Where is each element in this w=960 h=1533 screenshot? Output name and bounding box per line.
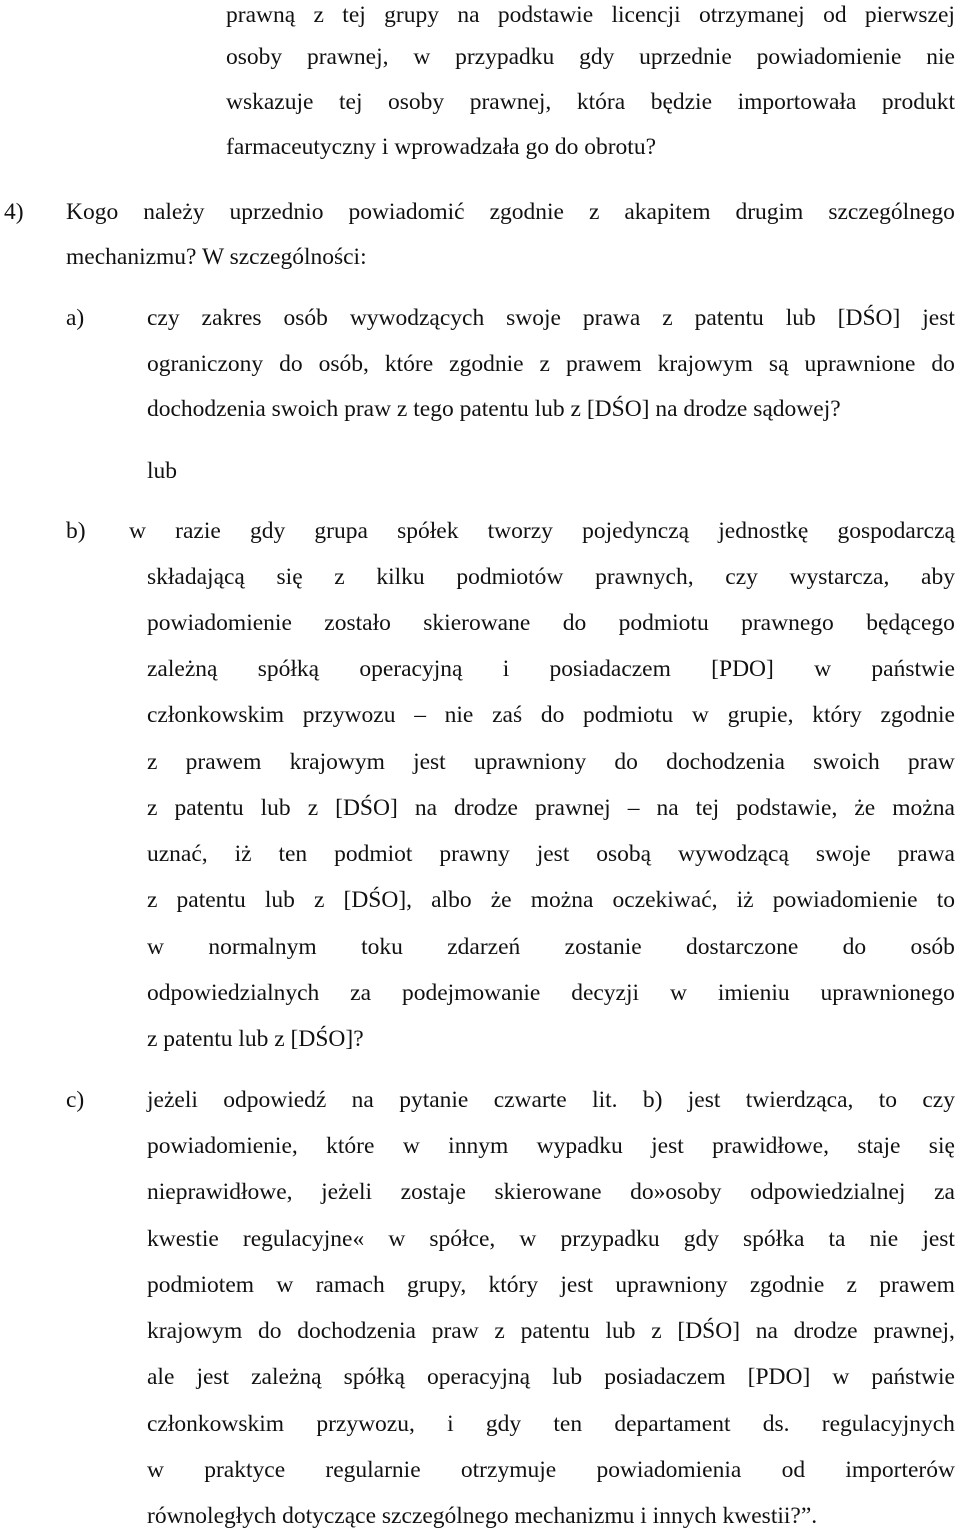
- word: podstawie,: [736, 795, 838, 821]
- word: prawidłowe,: [712, 1133, 829, 1159]
- word: z: [313, 887, 325, 913]
- word: prawa: [897, 841, 955, 867]
- word: do: [258, 1318, 282, 1344]
- word: [DŚO]: [837, 305, 901, 331]
- word: lub: [785, 305, 816, 331]
- item-marker: b): [66, 518, 86, 544]
- word: gdy: [249, 518, 286, 544]
- word: w: [519, 1226, 537, 1252]
- word: b): [642, 1087, 663, 1113]
- word: jest: [922, 1226, 955, 1252]
- word: drodze: [454, 795, 518, 821]
- word: pierwszej: [864, 2, 955, 28]
- word: zależną: [251, 1364, 322, 1390]
- word: członkowskim: [147, 702, 285, 728]
- word: powiadomienie: [756, 44, 902, 70]
- word: z: [147, 795, 158, 821]
- word: wywodzących: [349, 305, 485, 331]
- word: ramach: [315, 1272, 385, 1298]
- word: uznać,: [147, 841, 208, 867]
- item-line: [147, 1085, 955, 1115]
- question-number: 4): [4, 199, 24, 225]
- word: licencji: [611, 2, 681, 28]
- word: w: [276, 1272, 294, 1298]
- word: wywodzącą: [678, 841, 789, 867]
- word: powiadomić: [348, 199, 465, 225]
- word: departament: [614, 1411, 731, 1437]
- word: prawnych,: [595, 564, 694, 590]
- question-line: mechanizmu? W szczególności:: [66, 244, 367, 270]
- word: zostało: [324, 610, 391, 636]
- word: importerów: [845, 1457, 955, 1483]
- word: w: [832, 1364, 850, 1390]
- word: regulacyjne«: [242, 1226, 365, 1252]
- word: toku: [361, 934, 403, 960]
- word: krajowym: [657, 351, 753, 377]
- word: praw: [907, 749, 955, 775]
- word: na: [414, 795, 438, 821]
- word: przypadku: [455, 44, 555, 70]
- word: które: [384, 351, 434, 377]
- word: że: [490, 887, 512, 913]
- word: lub: [260, 795, 291, 821]
- word: spółce,: [429, 1226, 496, 1252]
- word: prawnej: [534, 795, 611, 821]
- item-line: [147, 1131, 955, 1161]
- word: osoby: [388, 89, 445, 115]
- word: na: [457, 2, 480, 28]
- word: [PDO]: [747, 1364, 811, 1390]
- word: powiadomienie: [147, 610, 292, 636]
- word: produkt: [881, 89, 955, 115]
- word: podstawie: [497, 2, 594, 28]
- word: uprawnionego: [820, 980, 955, 1006]
- word: staje: [857, 1133, 901, 1159]
- word: jest: [651, 1133, 684, 1159]
- word: podmiotu: [618, 610, 709, 636]
- word: która: [576, 89, 626, 115]
- word: i: [502, 656, 510, 682]
- word: albo: [431, 887, 472, 913]
- word: prawem: [565, 351, 642, 377]
- word: od: [781, 1457, 806, 1483]
- word: z: [846, 1272, 857, 1298]
- word: operacyjną: [359, 656, 463, 682]
- item-line: z patentu lub z [DŚO]?: [147, 1026, 364, 1052]
- word: nieprawidłowe,: [147, 1179, 293, 1205]
- word: iż: [234, 841, 252, 867]
- word: państwie: [871, 656, 955, 682]
- word: prawną: [226, 2, 296, 28]
- word: drugim: [735, 199, 804, 225]
- word: do: [279, 351, 303, 377]
- word: wskazuje: [226, 89, 314, 115]
- word: posiadaczem: [604, 1364, 726, 1390]
- word: z: [147, 749, 158, 775]
- word: podmiotów: [456, 564, 564, 590]
- word: zakres: [201, 305, 262, 331]
- word: czwarte: [493, 1087, 567, 1113]
- word: odpowiedź: [223, 1087, 327, 1113]
- word: jest: [196, 1364, 230, 1390]
- word: z: [651, 1318, 662, 1344]
- word: na: [755, 1318, 778, 1344]
- word: czy: [922, 1087, 955, 1113]
- word: dochodzenia: [297, 1318, 416, 1344]
- word: gospodarczą: [837, 518, 955, 544]
- word: prawa: [582, 305, 641, 331]
- word: twierdząca,: [745, 1087, 854, 1113]
- word: w: [147, 934, 164, 960]
- word: nie: [926, 44, 955, 70]
- word: do»osoby: [630, 1179, 722, 1205]
- word: zgodnie: [489, 199, 564, 225]
- word: pojedynczą: [582, 518, 690, 544]
- item-line: [147, 1177, 955, 1207]
- word: lub: [605, 1318, 636, 1344]
- word: w: [388, 1226, 406, 1252]
- word: się: [276, 564, 303, 590]
- word: jest: [536, 841, 570, 867]
- word: uprzednio: [229, 199, 324, 225]
- word: będącego: [866, 610, 955, 636]
- item-line: [147, 932, 955, 962]
- word: można: [892, 795, 955, 821]
- item-line: [147, 349, 955, 379]
- word: w: [669, 980, 687, 1006]
- word: z: [588, 199, 600, 225]
- word: otrzymanej: [699, 2, 805, 28]
- word: osobą: [596, 841, 652, 867]
- word: odpowiedzialnej: [750, 1179, 906, 1205]
- word: otrzymuje: [460, 1457, 557, 1483]
- word: państwie: [871, 1364, 955, 1390]
- word: podmiot: [334, 841, 413, 867]
- item-line: [147, 1362, 955, 1392]
- word: prawnej,: [469, 89, 552, 115]
- word: za: [350, 980, 372, 1006]
- word: spółką: [343, 1364, 405, 1390]
- word: uprawniony: [615, 1272, 728, 1298]
- word: do: [931, 351, 955, 377]
- word: imieniu: [717, 980, 790, 1006]
- word: nie: [444, 702, 474, 728]
- word: operacyjną: [427, 1364, 531, 1390]
- word: prawnej,: [873, 1318, 955, 1344]
- word: normalnym: [208, 934, 317, 960]
- word: ograniczony: [147, 351, 264, 377]
- item-line: [147, 303, 955, 333]
- word: pytanie: [399, 1087, 469, 1113]
- word: z: [147, 887, 158, 913]
- word: z: [334, 564, 345, 590]
- word: prawny: [439, 841, 510, 867]
- item-line: [147, 1455, 955, 1485]
- word: jest: [560, 1272, 594, 1298]
- word: decyzji: [571, 980, 640, 1006]
- word: osoby: [226, 44, 283, 70]
- word: do: [614, 749, 638, 775]
- word: są: [768, 351, 789, 377]
- word: aby: [921, 564, 955, 590]
- item-line: [147, 1224, 955, 1254]
- word: które: [326, 1133, 375, 1159]
- word: z: [662, 305, 673, 331]
- word: iż: [736, 887, 754, 913]
- item-line: [147, 608, 955, 638]
- word: lub: [264, 887, 295, 913]
- intro-line: farmaceutyczny i wprowadzała go do obrotu?: [226, 134, 656, 160]
- word: spółką: [257, 656, 320, 682]
- word: w: [814, 656, 832, 682]
- word: gdy: [579, 44, 615, 70]
- word: gdy: [683, 1226, 719, 1252]
- word: powiadomienie: [772, 887, 918, 913]
- item-line: [147, 654, 955, 684]
- word: do: [562, 610, 587, 636]
- word: zostanie: [564, 934, 642, 960]
- word: posiadaczem: [549, 656, 671, 682]
- item-line: [147, 1270, 955, 1300]
- word: podmiotu: [583, 702, 674, 728]
- word: w: [413, 44, 431, 70]
- item-line: [147, 885, 955, 915]
- word: zależną: [147, 656, 218, 682]
- word: [PDO]: [711, 656, 774, 682]
- word: prawnej,: [306, 44, 389, 70]
- word: importowała: [737, 89, 857, 115]
- word: prawem: [879, 1272, 955, 1298]
- word: zostaje: [400, 1179, 466, 1205]
- word: grupy,: [407, 1272, 467, 1298]
- word: gdy: [485, 1411, 522, 1437]
- word: przywozu: [302, 702, 396, 728]
- item-line: dochodzenia swoich praw z tego patentu lub z [DŚO] na drodze sądowej?: [147, 396, 841, 422]
- word: tej: [342, 2, 366, 28]
- word: w: [129, 518, 146, 544]
- word: patentu: [520, 1318, 590, 1344]
- word: kwestie: [147, 1226, 219, 1252]
- item-line: równoległych dotyczące szczególnego mechanizmu i innych kwestii?”.: [147, 1503, 818, 1529]
- word: powiadomienie,: [147, 1133, 298, 1159]
- word: na: [656, 795, 679, 821]
- word: skierowane: [494, 1179, 602, 1205]
- word: członkowskim: [147, 1411, 285, 1437]
- word: osób: [283, 305, 328, 331]
- intro-line: [226, 42, 955, 72]
- item-line: [147, 1316, 955, 1346]
- word: kilku: [376, 564, 425, 590]
- word: w: [402, 1133, 420, 1159]
- intro-line: [226, 87, 955, 117]
- word: dochodzenia: [666, 749, 785, 775]
- word: z: [539, 351, 550, 377]
- word: jednostkę: [718, 518, 809, 544]
- item-line: [147, 839, 955, 869]
- word: uprawniony: [473, 749, 587, 775]
- word: dostarczone: [686, 934, 799, 960]
- item-line: [147, 793, 955, 823]
- word: spółek: [397, 518, 459, 544]
- word: przypadku: [560, 1226, 660, 1252]
- item-line: [147, 700, 955, 730]
- word: który: [812, 702, 862, 728]
- word: osób,: [318, 351, 369, 377]
- word: krajowym: [147, 1318, 243, 1344]
- word: jest: [413, 749, 446, 775]
- word: to: [936, 887, 955, 913]
- item-line: [147, 562, 955, 592]
- word: szczególnego: [828, 199, 955, 225]
- word: razie: [175, 518, 221, 544]
- word: zgodnie: [449, 351, 524, 377]
- word: ta: [828, 1226, 846, 1252]
- item-marker: a): [66, 305, 85, 331]
- word: tej: [695, 795, 720, 821]
- word: czy: [725, 564, 758, 590]
- word: prawnego: [741, 610, 834, 636]
- word: wystarcza,: [789, 564, 890, 590]
- word: Kogo: [66, 199, 119, 225]
- word: tej: [338, 89, 363, 115]
- word: nie: [869, 1226, 899, 1252]
- word: na: [351, 1087, 374, 1113]
- word: –: [627, 795, 640, 821]
- word: odpowiedzialnych: [147, 980, 320, 1006]
- word: ten: [553, 1411, 583, 1437]
- word: swoich: [813, 749, 880, 775]
- word: że: [854, 795, 876, 821]
- word: podejmowanie: [401, 980, 541, 1006]
- word: zaś: [492, 702, 523, 728]
- word: jeżeli: [147, 1087, 198, 1113]
- word: można: [530, 887, 594, 913]
- word: patentu: [174, 795, 244, 821]
- word: wypadku: [536, 1133, 623, 1159]
- word: zdarzeń: [447, 934, 521, 960]
- word: krajowym: [289, 749, 385, 775]
- word: innym: [448, 1133, 509, 1159]
- word: praw: [431, 1318, 479, 1344]
- word: regulacyjnych: [821, 1411, 955, 1437]
- word: zgodnie: [880, 702, 955, 728]
- word: swoje: [815, 841, 871, 867]
- word: się: [928, 1133, 955, 1159]
- word: podmiotem: [147, 1272, 255, 1298]
- item-marker: c): [66, 1087, 85, 1113]
- item-line: [129, 516, 955, 546]
- word: [DŚO]: [677, 1318, 741, 1344]
- word: lit.: [592, 1087, 618, 1113]
- word: do: [842, 934, 867, 960]
- word: z: [307, 795, 319, 821]
- word: powiadomienia: [596, 1457, 742, 1483]
- word: tworzy: [487, 518, 553, 544]
- word: ds.: [762, 1411, 790, 1437]
- word: grupa: [314, 518, 368, 544]
- word: z: [313, 2, 324, 28]
- word: osób: [910, 934, 955, 960]
- word: i: [447, 1411, 454, 1437]
- word: za: [934, 1179, 955, 1205]
- word: drodze: [793, 1318, 858, 1344]
- connector-text: lub: [147, 458, 178, 484]
- word: który: [488, 1272, 539, 1298]
- word: w: [691, 702, 709, 728]
- word: do: [540, 702, 565, 728]
- word: patentu: [694, 305, 764, 331]
- word: jest: [687, 1087, 721, 1113]
- word: lub: [552, 1364, 583, 1390]
- word: spółka: [743, 1226, 805, 1252]
- word: regularnie: [325, 1457, 421, 1483]
- word: czy: [147, 305, 180, 331]
- word: ten: [278, 841, 308, 867]
- word: należy: [143, 199, 205, 225]
- word: będzie: [650, 89, 713, 115]
- word: uprzednie: [639, 44, 732, 70]
- word: oczekiwać,: [612, 887, 718, 913]
- word: składającą: [147, 564, 245, 590]
- intro-line: [226, 0, 955, 30]
- word: prawem: [185, 749, 262, 775]
- word: swoje: [506, 305, 561, 331]
- word: [DŚO],: [343, 887, 413, 913]
- word: zgodnie: [749, 1272, 825, 1298]
- word: grupy: [384, 2, 439, 28]
- word: skierowane: [423, 610, 531, 636]
- item-line: [147, 1409, 955, 1439]
- word: od: [823, 2, 847, 28]
- word: w: [147, 1457, 164, 1483]
- word: jeżeli: [321, 1179, 373, 1205]
- word: praktyce: [204, 1457, 286, 1483]
- word: patentu: [176, 887, 246, 913]
- word: z: [494, 1318, 505, 1344]
- question-line: [66, 197, 955, 227]
- word: ale: [147, 1364, 175, 1390]
- word: grupie,: [727, 702, 794, 728]
- item-line: [147, 978, 955, 1008]
- word: to: [878, 1087, 897, 1113]
- item-line: [147, 747, 955, 777]
- word: –: [414, 702, 426, 728]
- word: jest: [922, 305, 955, 331]
- word: przywozu,: [316, 1411, 415, 1437]
- word: uprawnione: [804, 351, 916, 377]
- word: [DŚO]: [335, 795, 398, 821]
- word: akapitem: [624, 199, 711, 225]
